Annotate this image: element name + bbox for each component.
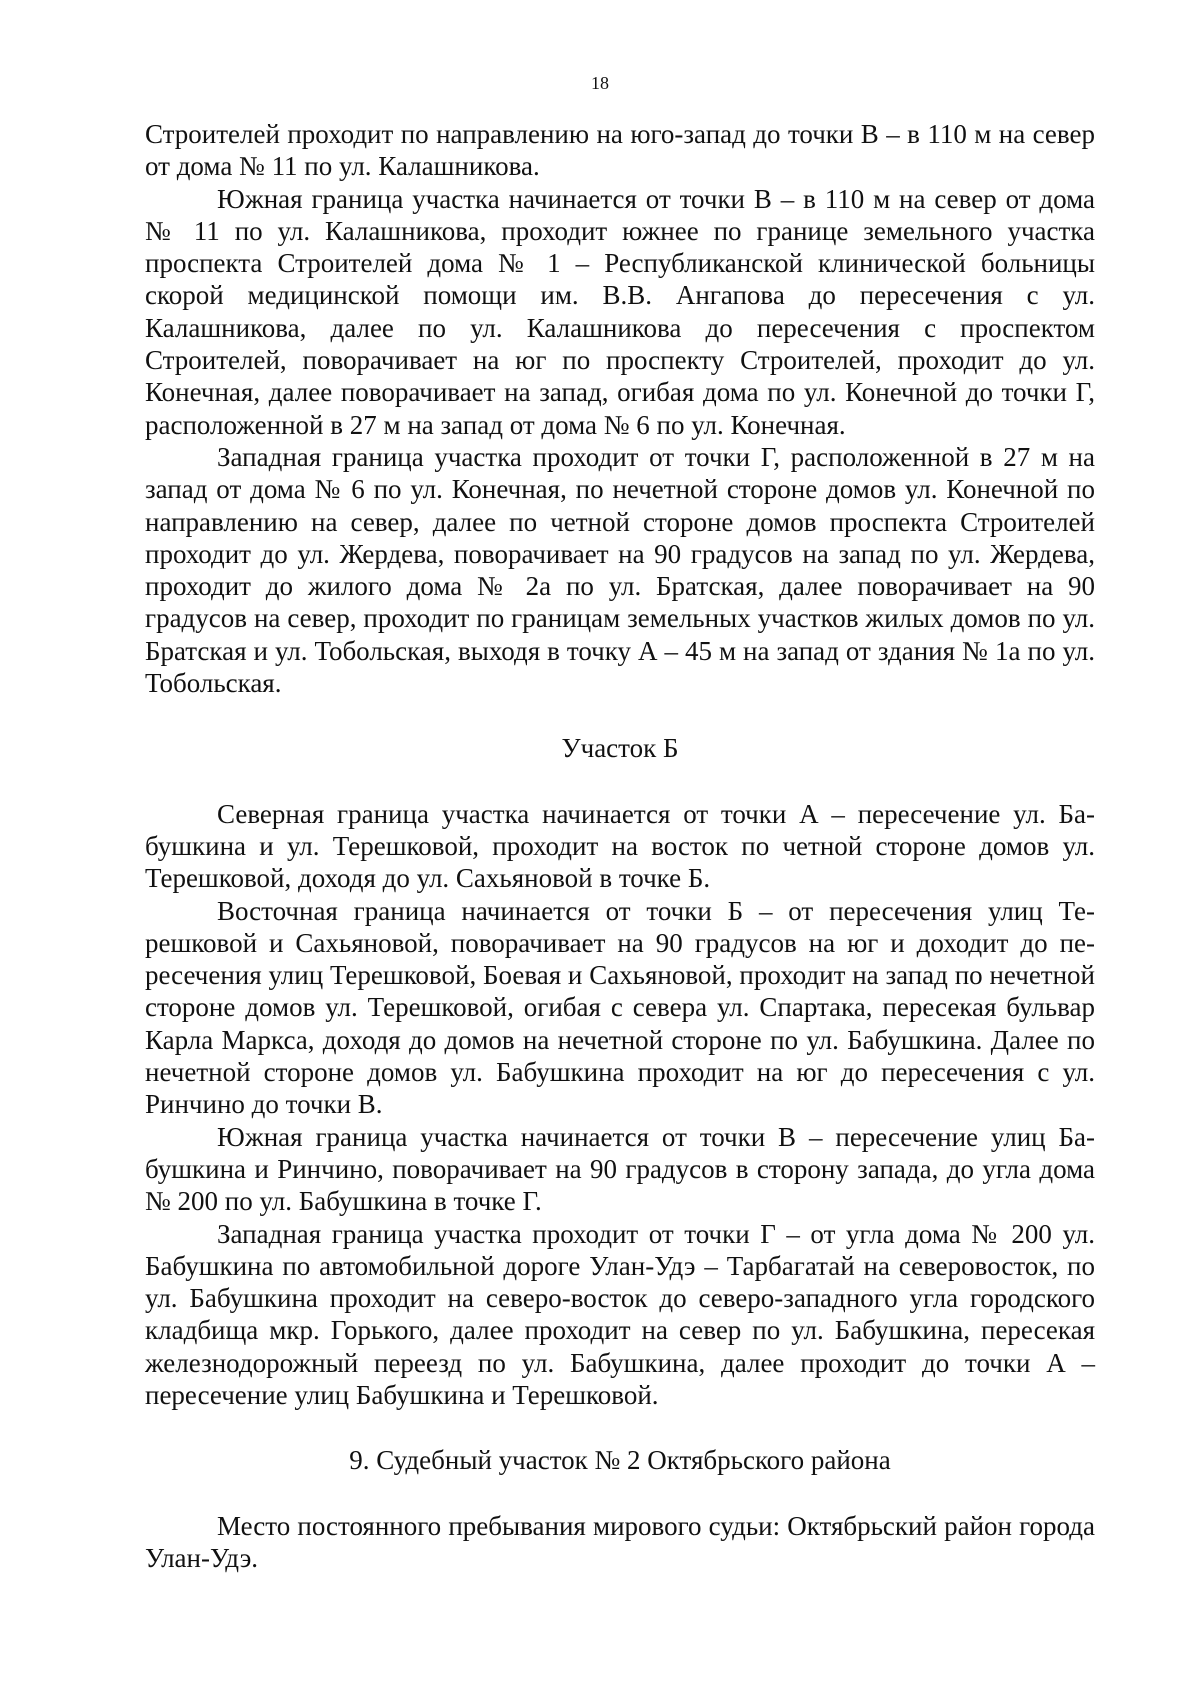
document-body <box>145 118 1095 1574</box>
section-heading-uchastok-b: Участок Б <box>561 733 679 764</box>
paragraph-west-boundary-a: Западная граница участка проходит от точки Г, расположенной в 27 м на запад от дома № 6 по ул. Конечная, по нечетной стороне домов ул. Конечной по направлению на север, далее по четной стороне домов проспекта Строителей проходит до ул. Жердева, поворачивает на 90 градусов на запад по ул. Жердева, проходит до жилого дома № 2а по ул. Братская, далее поворачивает на 90 градусов на север, проходит по границам земельных участков жилых домов по ул. Братская и ул. Тобольская, выходя в точку А – 45 м на запад от здания № 1а по ул. Тобольская. <box>145 441 1095 699</box>
paragraph-south-boundary-b: Южная граница участка начинается от точки В – пересечение улиц Бабушкина и Ринчино, поворачивает на 90 градусов в сторону запада, до угла дома № 200 по ул. Бабушкина в точке Г. <box>145 1121 1095 1217</box>
paragraph-south-boundary-a: Южная граница участка начинается от точки В – в 110 м на север от дома № 11 по ул. Калашникова, проходит южнее по границе земельного участка проспекта Строителей дома № 1 – Республиканской клинической больницы скорой медицинской помощи им. В.В. Ангапова до пересечения с ул. Калашникова, далее по ул. Калашникова до пересечения с проспектом Строителей, поворачивает на юг по проспекту Строителей, проходит до ул. Конечная, далее поворачивает на запад, огибая дома по ул. Конечной до точки Г, расположенной в 27 м на запад от дома № 6 по ул. Конечная. <box>145 183 1095 440</box>
section-heading-court-district-9: 9. Судебный участок № 2 Октябрьского района <box>349 1445 891 1476</box>
paragraph-west-boundary-b: Западная граница участка проходит от точки Г – от угла дома № 200 ул. Бабушкина по автомобильной дороге Улан-Удэ – Тарбагатай на северовосток, по ул. Бабушкина проходит на северо-восток до северо-западного угла городского кладбища мкр. Горького, далее проходит на север по ул. Бабушкина, пересекая железнодорожный переезд по ул. Бабушкина, далее проходит до точки А – пересечение улиц Бабушкина и Терешковой. <box>145 1218 1095 1410</box>
paragraph-judge-location: Место постоянного пребывания мирового судьи: Октябрьский район города Улан-Удэ. <box>145 1510 1095 1573</box>
paragraph-east-boundary-b: Восточная граница начинается от точки Б – от пересечения улиц Терешковой и Сахьяновой, поворачивает на 90 градусов на юг и доходит до пересечения улиц Терешковой, Боевая и Сахьяновой, проходит на запад по нечетной стороне домов ул. Терешковой, огибая с севера ул. Спартака, пересекая бульвар Карла Маркса, доходя до домов на нечетной стороне по ул. Бабушкина. Далее по нечетной стороне домов ул. Бабушкина проходит на юг до пересечения с ул. Ринчино до точки В. <box>145 895 1095 1120</box>
paragraph-continuation: Строителей проходит по направлению на юго-запад до точки В – в 110 м на север от дома № 11 по ул. Калашникова. <box>145 119 1095 182</box>
page-number: 18 <box>591 73 609 93</box>
paragraph-north-boundary-b: Северная граница участка начинается от точки А – пересечение ул. Бабушкина и ул. Терешковой, проходит на восток по четной стороне домов ул. Терешковой, доходя до ул. Сахьяновой в точке Б. <box>145 798 1095 894</box>
